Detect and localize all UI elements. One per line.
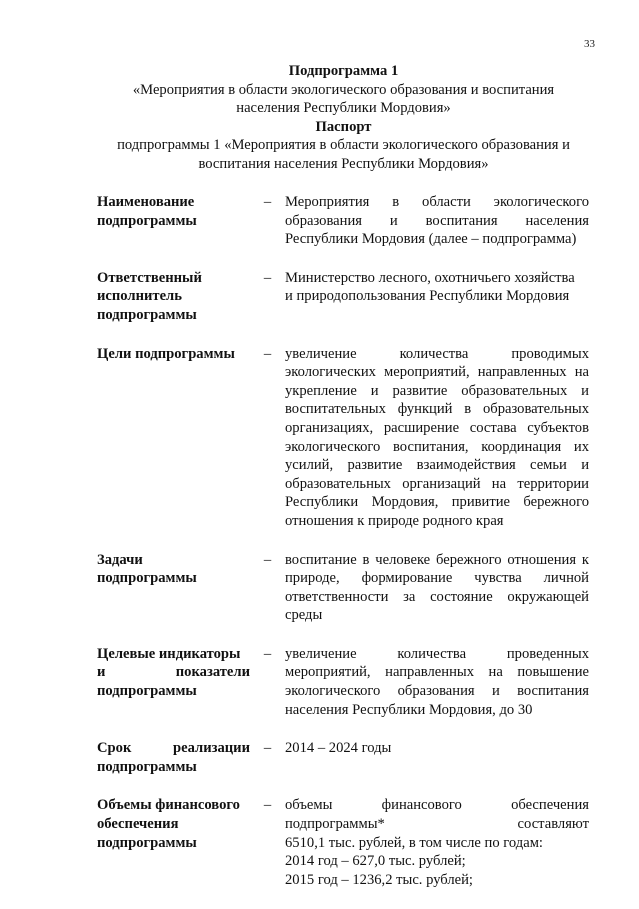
row-value-line: мероприятий, направленных на повышение bbox=[285, 664, 589, 681]
row-label-line: Ответственный bbox=[97, 269, 202, 286]
row-value-line: и природопользования Республики Мордовия bbox=[285, 288, 570, 305]
row-value-line: увеличение количества проведенных bbox=[285, 645, 589, 662]
row-label-line: Задачи bbox=[97, 551, 143, 568]
row-value-line: усилий, развитие взаимодействия семьи и bbox=[285, 457, 589, 474]
row-value-line: воспитательных функций в образовательных bbox=[285, 401, 589, 418]
row-value bbox=[285, 345, 589, 531]
row-label bbox=[97, 345, 250, 364]
row-value-line: укрепление и развитие образовательных и bbox=[285, 382, 589, 399]
passport-table bbox=[97, 193, 589, 909]
passport-row-name bbox=[97, 193, 589, 249]
passport-subtitle-line-2: воспитания населения Республики Мордовия» bbox=[198, 155, 489, 172]
row-value-line: 2015 год – 1236,2 тыс. рублей; bbox=[285, 871, 473, 888]
row-label bbox=[97, 551, 250, 588]
row-value-line: 2014 – 2024 годы bbox=[285, 740, 392, 757]
row-value-line: объемы финансового обеспечения bbox=[285, 797, 589, 814]
row-value-line: экологического образования и воспитания bbox=[285, 683, 589, 700]
passport-subtitle-line-1: подпрограммы 1 «Мероприятия в области экологического образования и bbox=[117, 137, 570, 154]
row-label-line: и показатели bbox=[97, 664, 250, 681]
row-label-line: Объемы финансового bbox=[97, 797, 240, 814]
row-label-line: исполнитель bbox=[97, 288, 182, 305]
row-label bbox=[97, 796, 250, 852]
row-value-line: природе, формирование чувства личной bbox=[285, 570, 589, 587]
row-value-line: Мероприятия в области экологического bbox=[285, 194, 589, 210]
subprogram-subtitle-line-1: «Мероприятия в области экологического образования и воспитания bbox=[132, 81, 555, 98]
passport-row-funding bbox=[97, 796, 589, 889]
row-value-line: 2014 год – 627,0 тыс. рублей; bbox=[285, 853, 466, 870]
row-value bbox=[285, 269, 589, 306]
row-value-line: подпрограммы* составляют bbox=[285, 816, 589, 833]
row-value bbox=[285, 796, 589, 889]
row-dash: – bbox=[263, 345, 272, 362]
row-label-line: подпрограммы bbox=[97, 834, 197, 851]
row-label bbox=[97, 193, 250, 230]
row-label-line: подпрограммы bbox=[97, 758, 197, 775]
row-label bbox=[97, 269, 250, 325]
page-number: 33 bbox=[584, 38, 595, 50]
row-dash: – bbox=[263, 740, 272, 757]
row-label-line: подпрограммы bbox=[97, 306, 197, 323]
row-label-line: Срок реализации bbox=[97, 740, 250, 757]
row-label-line: Целевые индикаторы bbox=[97, 645, 241, 662]
row-value-line: увеличение количества проводимых bbox=[285, 345, 589, 362]
row-value-line: Республики Мордовия, привитие бережного bbox=[285, 494, 589, 511]
passport-title: Паспорт bbox=[315, 118, 372, 135]
row-label bbox=[97, 739, 250, 776]
row-value-line: Министерство лесного, охотничьего хозяйства bbox=[285, 269, 575, 286]
row-dash: – bbox=[263, 797, 272, 814]
row-dash: – bbox=[263, 645, 272, 662]
row-value-line: среды bbox=[285, 607, 323, 624]
row-value bbox=[285, 645, 589, 719]
passport-row-goals bbox=[97, 345, 589, 531]
document-header bbox=[60, 62, 627, 174]
subprogram-title: Подпрограмма 1 bbox=[288, 63, 399, 79]
row-value-line: образовательных организаций на территории bbox=[285, 475, 589, 492]
row-value bbox=[285, 551, 589, 625]
row-value-line: Республики Мордовия (далее – подпрограмма) bbox=[285, 231, 577, 248]
passport-row-tasks bbox=[97, 551, 589, 625]
row-label-line: подпрограммы bbox=[97, 683, 197, 700]
passport-row-indicators bbox=[97, 645, 589, 719]
row-value-line: экологического воспитания, координация их bbox=[285, 438, 589, 455]
row-value-line: воспитание в человеке бережного отношения к bbox=[285, 551, 589, 568]
row-label-line: обеспечения bbox=[97, 816, 179, 833]
row-dash: – bbox=[263, 551, 272, 568]
row-label-line: подпрограммы bbox=[97, 212, 197, 229]
row-value-line: организациях, расширение состава субъектов bbox=[285, 419, 589, 436]
row-dash: – bbox=[263, 269, 272, 286]
row-value bbox=[285, 739, 589, 758]
passport-row-responsible bbox=[97, 269, 589, 325]
passport-row-period bbox=[97, 739, 589, 776]
row-value-line: экологических мероприятий, направленных на bbox=[285, 364, 589, 381]
row-label-line: Наименование bbox=[97, 194, 195, 210]
row-label-line: Цели подпрограммы bbox=[97, 345, 235, 362]
row-value-line: населения Республики Мордовия, до 30 bbox=[285, 701, 533, 718]
row-value-line: ответственности за состояние окружающей bbox=[285, 588, 589, 605]
row-value-line: отношения к природе родного края bbox=[285, 512, 504, 529]
row-value-line: 6510,1 тыс. рублей, в том числе по годам: bbox=[285, 834, 543, 851]
row-label-line: подпрограммы bbox=[97, 570, 197, 587]
row-value-line: образования и воспитания населения bbox=[285, 212, 589, 229]
row-label bbox=[97, 645, 250, 701]
subprogram-subtitle-line-2: населения Республики Мордовия» bbox=[236, 100, 451, 117]
row-value bbox=[285, 193, 589, 249]
row-dash: – bbox=[263, 194, 272, 210]
